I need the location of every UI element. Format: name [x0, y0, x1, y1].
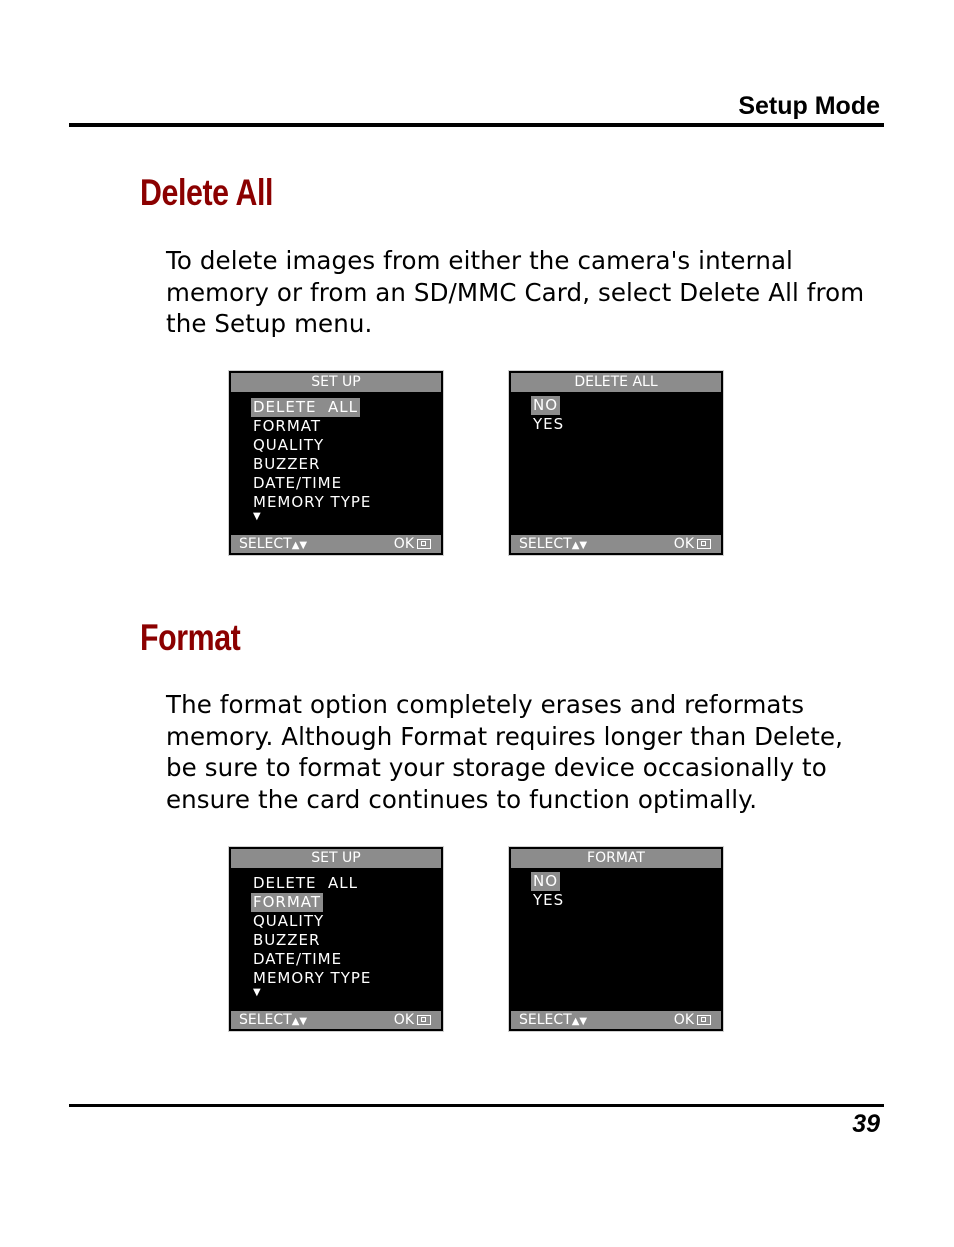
- screen-title: FORMAT: [511, 849, 721, 868]
- select-hint: [519, 535, 587, 555]
- footer-rule: [69, 1104, 884, 1107]
- screen-footer: [231, 1011, 441, 1029]
- select-hint: [239, 1011, 307, 1031]
- text-line: The format option completely erases and reformats: [166, 690, 805, 719]
- ok-button-icon: [417, 539, 431, 549]
- option-yes[interactable]: YES: [533, 891, 565, 909]
- text-line: ensure the card continues to function optimally.: [166, 785, 758, 815]
- menu-item-delete-all[interactable]: DELETE ALL: [253, 398, 359, 416]
- menu-item-quality[interactable]: QUALITY: [253, 436, 325, 454]
- select-label: SELECT: [239, 536, 292, 552]
- menu-item-buzzer[interactable]: BUZZER: [253, 455, 321, 473]
- select-label: SELECT: [519, 536, 572, 552]
- option-no[interactable]: NO: [533, 396, 559, 414]
- menu-item-memory-type[interactable]: MEMORY TYPE: [253, 969, 372, 987]
- scroll-down-icon: ▼: [253, 987, 261, 998]
- select-label: SELECT: [519, 1012, 572, 1028]
- menu-item-memory-type[interactable]: MEMORY TYPE: [253, 493, 372, 511]
- format-confirm-screen: [508, 846, 724, 1032]
- ok-hint: [394, 535, 431, 553]
- section-heading-delete-all: Delete All: [140, 172, 274, 213]
- select-hint: [239, 535, 307, 555]
- ok-label: OK: [393, 1012, 414, 1028]
- format-description: [166, 689, 886, 816]
- option-list: [531, 872, 566, 910]
- ok-button-icon: [697, 539, 711, 549]
- header-rule: [69, 123, 884, 127]
- ok-button-icon: [417, 1015, 431, 1025]
- menu-item-format[interactable]: FORMAT: [253, 893, 322, 911]
- text-line: be sure to format your storage device occasionally to: [166, 753, 827, 783]
- ok-label: OK: [673, 1012, 694, 1028]
- ok-label: OK: [673, 536, 694, 552]
- screen-title: DELETE ALL: [511, 373, 721, 392]
- menu-item-date-time[interactable]: DATE/TIME: [253, 474, 343, 492]
- delete-all-description: [166, 245, 886, 340]
- screen-footer: [511, 535, 721, 553]
- menu-item-format[interactable]: FORMAT: [253, 417, 322, 435]
- ok-hint: [674, 535, 711, 553]
- select-hint: [519, 1011, 587, 1031]
- page-number: 39: [852, 1110, 880, 1138]
- select-label: SELECT: [239, 1012, 292, 1028]
- setup-menu-screen: [228, 370, 444, 556]
- text-line: the Setup menu.: [166, 309, 373, 339]
- menu-list: [251, 874, 373, 988]
- menu-item-date-time[interactable]: DATE/TIME: [253, 950, 343, 968]
- text-line: memory. Although Format requires longer than Delete,: [166, 721, 844, 751]
- menu-list: [251, 398, 373, 512]
- screen-title: SET UP: [231, 373, 441, 392]
- screen-title: SET UP: [231, 849, 441, 868]
- up-down-arrows-icon: ▲▼: [571, 540, 588, 551]
- option-list: [531, 396, 566, 434]
- header-title: Setup Mode: [738, 92, 880, 120]
- setup-menu-screen: [228, 846, 444, 1032]
- menu-item-delete-all[interactable]: DELETE ALL: [253, 874, 359, 892]
- scroll-down-icon: ▼: [253, 511, 261, 522]
- menu-item-buzzer[interactable]: BUZZER: [253, 931, 321, 949]
- up-down-arrows-icon: ▲▼: [571, 1016, 588, 1027]
- menu-item-quality[interactable]: QUALITY: [253, 912, 325, 930]
- text-line: To delete images from either the camera's internal: [166, 246, 793, 275]
- ok-hint: [674, 1011, 711, 1029]
- screen-footer: [231, 535, 441, 553]
- screen-footer: [511, 1011, 721, 1029]
- up-down-arrows-icon: ▲▼: [291, 540, 308, 551]
- section-heading-format: Format: [140, 617, 241, 658]
- ok-label: OK: [393, 536, 414, 552]
- up-down-arrows-icon: ▲▼: [291, 1016, 308, 1027]
- ok-hint: [394, 1011, 431, 1029]
- delete-all-confirm-screen: [508, 370, 724, 556]
- option-no[interactable]: NO: [533, 872, 559, 890]
- ok-button-icon: [697, 1015, 711, 1025]
- option-yes[interactable]: YES: [533, 415, 565, 433]
- text-line: memory or from an SD/MMC Card, select Delete All from: [166, 277, 865, 307]
